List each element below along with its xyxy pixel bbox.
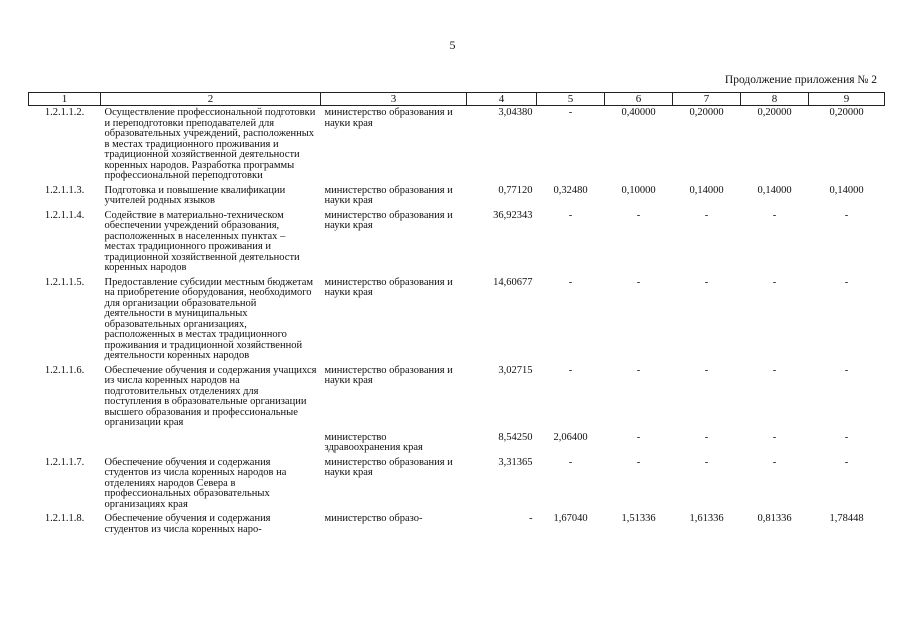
table-row xyxy=(29,431,885,456)
row-value-col-7: - xyxy=(704,276,709,288)
row-value-col-4: 36,92343 xyxy=(493,209,533,221)
table-row xyxy=(29,276,885,364)
page-number: 5 xyxy=(449,38,456,52)
column-header-6: 6 xyxy=(605,93,673,106)
row-value-col-4: 3,02715 xyxy=(498,364,533,376)
row-code xyxy=(29,431,101,456)
table-row xyxy=(29,209,885,276)
row-value-col-4: 14,60677 xyxy=(493,276,533,288)
row-value-col-4: 8,54250 xyxy=(498,431,533,443)
row-value-col-8: - xyxy=(772,364,777,376)
row-name: Подготовка и повышение квалификации учителей родных языков xyxy=(104,184,286,206)
row-name xyxy=(101,431,321,456)
column-header-1: 1 xyxy=(29,93,101,106)
row-code: 1.2.1.1.3. xyxy=(44,184,85,196)
row-name: Предоставление субсидии местным бюджетам на приобретение оборудования, необходимого для организации образовательной деятельности в муниципальных образовательных организациях, расположенных в местах традиционного проживания и традиционной хозяйственной деятельности коренных народов xyxy=(104,276,314,361)
row-executor: министерство образования и науки края xyxy=(324,364,453,386)
row-value-col-5: - xyxy=(568,276,573,288)
row-name: Обеспечение обучения и содержания учащихся из числа коренных народов на подготовительных отделениях для поступления в образовательные организации высшего образования и профессиональные организации края xyxy=(104,364,317,428)
row-executor: министерство образо- xyxy=(324,513,423,524)
row-value-col-9: 1,78448 xyxy=(829,513,864,524)
row-value-col-5: - xyxy=(568,456,573,468)
row-value-col-9: - xyxy=(844,456,849,468)
continuation-note: Продолжение приложения № 2 xyxy=(724,74,877,86)
table-row xyxy=(29,512,885,537)
row-executor: министерство образования и науки края xyxy=(324,209,453,231)
column-header-4: 4 xyxy=(467,93,537,106)
row-value-col-4: 0,77120 xyxy=(498,184,533,196)
row-name: Осуществление профессиональной подготовки и переподготовки преподавателей для образовательных учреждений, расположенных в местах традиционного проживания и традиционной хозяйственной деятельности коренных народов. Разработка программы профессиональной переподготовки xyxy=(104,107,316,181)
header-row xyxy=(29,93,885,106)
row-value-col-5: 2,06400 xyxy=(553,431,588,443)
row-value-col-6: - xyxy=(636,364,641,376)
row-value-col-8: - xyxy=(772,456,777,468)
row-value-col-6: 1,51336 xyxy=(621,513,656,524)
row-value-col-7: 0,20000 xyxy=(689,107,724,118)
table-row xyxy=(29,456,885,513)
row-value-col-6: - xyxy=(636,276,641,288)
row-code: 1.2.1.1.8. xyxy=(44,513,85,524)
row-value-col-4: - xyxy=(529,513,533,524)
column-header-9: 9 xyxy=(809,93,885,106)
row-value-col-9: 0,14000 xyxy=(829,184,864,196)
row-value-col-9: - xyxy=(844,209,849,221)
column-header-7: 7 xyxy=(673,93,741,106)
row-value-col-6: - xyxy=(636,431,641,443)
row-executor: министерство образования и науки края xyxy=(324,184,453,206)
row-executor: министерство образования и науки края xyxy=(324,276,453,298)
column-header-2: 2 xyxy=(101,93,321,106)
row-value-col-9: 0,20000 xyxy=(829,107,864,118)
row-value-col-6: - xyxy=(636,209,641,221)
row-code: 1.2.1.1.6. xyxy=(44,364,85,376)
table-row xyxy=(29,184,885,209)
row-name: Обеспечение обучения и содержания студентов из числа коренных наро- xyxy=(104,513,271,535)
row-value-col-5: 1,67040 xyxy=(553,513,588,524)
row-value-col-9: - xyxy=(844,431,849,443)
table-row xyxy=(29,106,885,184)
row-value-col-6: - xyxy=(636,456,641,468)
row-value-col-8: - xyxy=(772,209,777,221)
row-value-col-7: - xyxy=(704,364,709,376)
row-code: 1.2.1.1.5. xyxy=(44,276,85,288)
row-value-col-4: 3,04380 xyxy=(498,107,533,118)
row-value-col-7: - xyxy=(704,209,709,221)
row-value-col-6: 0,40000 xyxy=(621,107,656,118)
row-value-col-7: - xyxy=(704,431,709,443)
row-code: 1.2.1.1.7. xyxy=(44,456,85,468)
row-executor: министерство образования и науки края xyxy=(324,107,453,129)
row-value-col-7: - xyxy=(704,456,709,468)
row-name: Содействие в материально-техническом обеспечении учреждений образования, расположенных в населенных пунктах – местах традиционного проживания и традиционной хозяйственной деятельности коренных народов xyxy=(104,209,300,273)
row-executor: министерство образования и науки края xyxy=(324,456,453,478)
column-header-3: 3 xyxy=(321,93,467,106)
row-value-col-8: 0,81336 xyxy=(757,513,792,524)
program-table xyxy=(28,92,885,537)
table-body xyxy=(29,106,885,538)
row-value-col-9: - xyxy=(844,364,849,376)
row-value-col-6: 0,10000 xyxy=(621,184,656,196)
column-header-8: 8 xyxy=(741,93,809,106)
row-value-col-4: 3,31365 xyxy=(498,456,533,468)
column-header-5: 5 xyxy=(537,93,605,106)
row-value-col-5: - xyxy=(568,209,573,221)
row-value-col-8: - xyxy=(772,431,777,443)
row-value-col-5: - xyxy=(568,107,573,118)
row-value-col-8: 0,14000 xyxy=(757,184,792,196)
row-value-col-5: - xyxy=(568,364,573,376)
row-code: 1.2.1.1.2. xyxy=(44,107,85,118)
table-row xyxy=(29,364,885,431)
row-value-col-7: 1,61336 xyxy=(689,513,724,524)
row-value-col-8: - xyxy=(772,276,777,288)
row-value-col-5: 0,32480 xyxy=(553,184,588,196)
row-executor: министерство здравоохранения края xyxy=(324,431,423,453)
row-value-col-7: 0,14000 xyxy=(689,184,724,196)
row-name: Обеспечение обучения и содержания студентов из числа коренных народов на отделениях народов Севера в профессиональных образовательных организациях края xyxy=(104,456,287,510)
row-value-col-9: - xyxy=(844,276,849,288)
row-value-col-8: 0,20000 xyxy=(757,107,792,118)
row-code: 1.2.1.1.4. xyxy=(44,209,85,221)
